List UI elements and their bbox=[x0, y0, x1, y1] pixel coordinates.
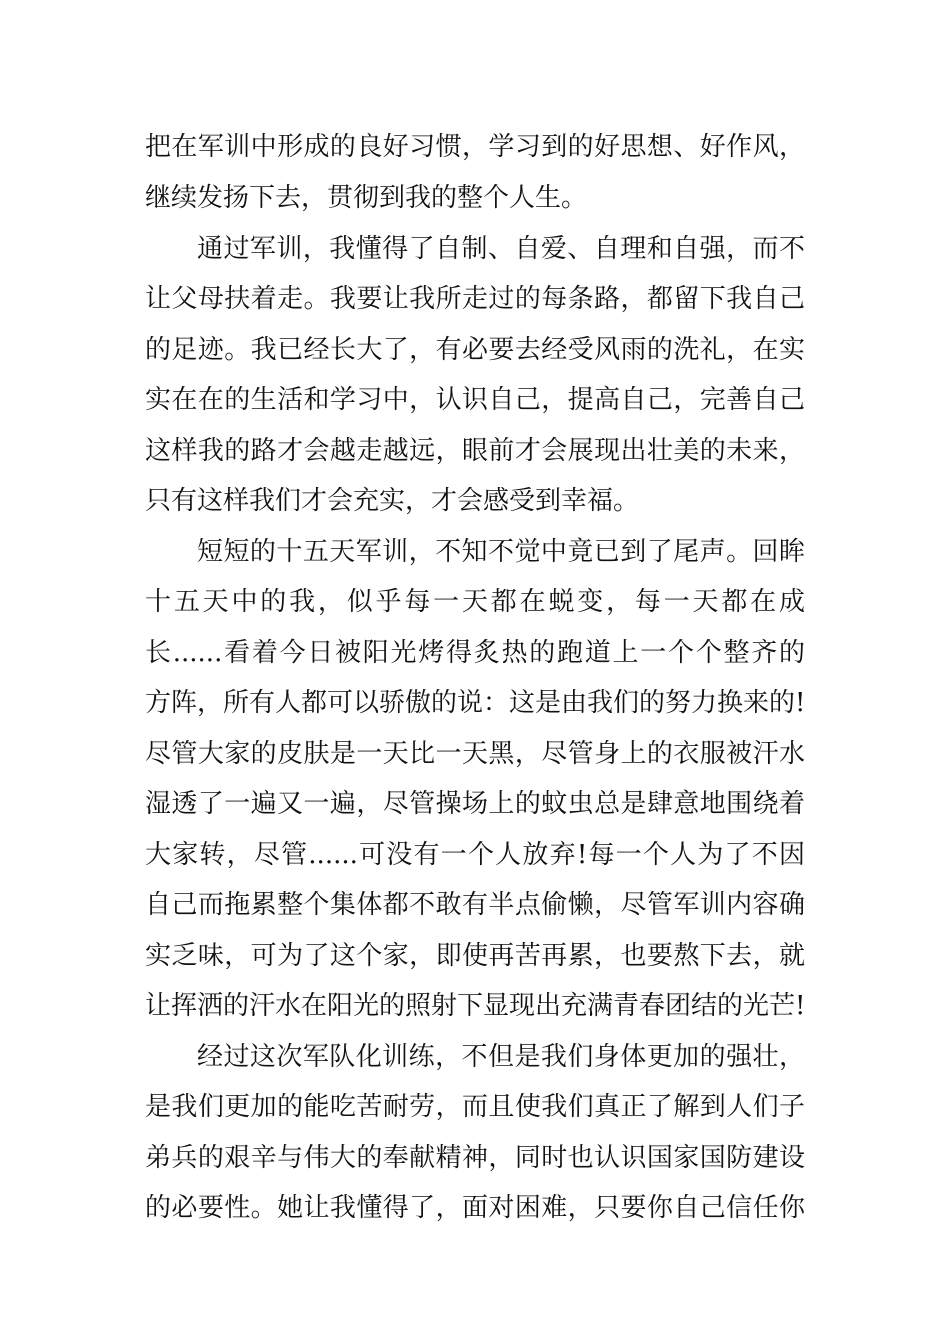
text-line: 只有这样我们才会充实，才会感受到幸福。 bbox=[145, 486, 640, 516]
text-line: 让父母扶着走。我要让我所走过的每条路，都留下我自己 bbox=[145, 284, 805, 314]
paragraph-first-line: 短短的十五天军训，不知不觉中竟已到了尾声。回眸 bbox=[197, 537, 805, 567]
text-line: 大家转，尽管......可没有一个人放弃!每一个人为了不因 bbox=[145, 840, 805, 870]
text-line: 湿透了一遍又一遍，尽管操场上的蚊虫总是肆意地围绕着 bbox=[145, 789, 805, 819]
text-line: 的足迹。我已经长大了，有必要去经受风雨的洗礼，在实 bbox=[145, 335, 805, 365]
text-line: 自己而拖累整个集体都不敢有半点偷懒，尽管军训内容确 bbox=[145, 890, 805, 920]
text-line: 实乏味，可为了这个家，即使再苦再累，也要熬下去，就 bbox=[145, 941, 805, 971]
text-line: 十五天中的我，似乎每一天都在蜕变，每一天都在成 bbox=[145, 587, 805, 617]
text-line: 弟兵的艰辛与伟大的奉献精神，同时也认识国家国防建设 bbox=[145, 1143, 805, 1173]
paragraph-first-line: 通过军训，我懂得了自制、自爱、自理和自强，而不 bbox=[197, 234, 805, 264]
text-line: 继续发扬下去，贯彻到我的整个人生。 bbox=[145, 183, 588, 213]
text-line: 方阵，所有人都可以骄傲的说：这是由我们的努力换来的! bbox=[145, 688, 806, 718]
text-line: 实在在的生活和学习中，认识自己，提高自己，完善自己 bbox=[145, 385, 805, 415]
paragraph-first-line: 经过这次军队化训练，不但是我们身体更加的强壮， bbox=[197, 1042, 805, 1072]
text-line: 的必要性。她让我懂得了，面对困难，只要你自己信任你 bbox=[145, 1193, 805, 1223]
text-line: 是我们更加的能吃苦耐劳，而且使我们真正了解到人们子 bbox=[145, 1092, 805, 1122]
text-line: 这样我的路才会越走越远，眼前才会展现出壮美的未来， bbox=[145, 436, 805, 466]
text-line: 让挥洒的汗水在阳光的照射下显现出充满青春团结的光芒! bbox=[145, 991, 806, 1021]
text-line: 长......看着今日被阳光烤得炙热的跑道上一个个整齐的 bbox=[145, 638, 805, 668]
text-line: 把在军训中形成的良好习惯，学习到的好思想、好作风， bbox=[145, 132, 805, 162]
text-line: 尽管大家的皮肤是一天比一天黑，尽管身上的衣服被汗水 bbox=[145, 739, 805, 769]
